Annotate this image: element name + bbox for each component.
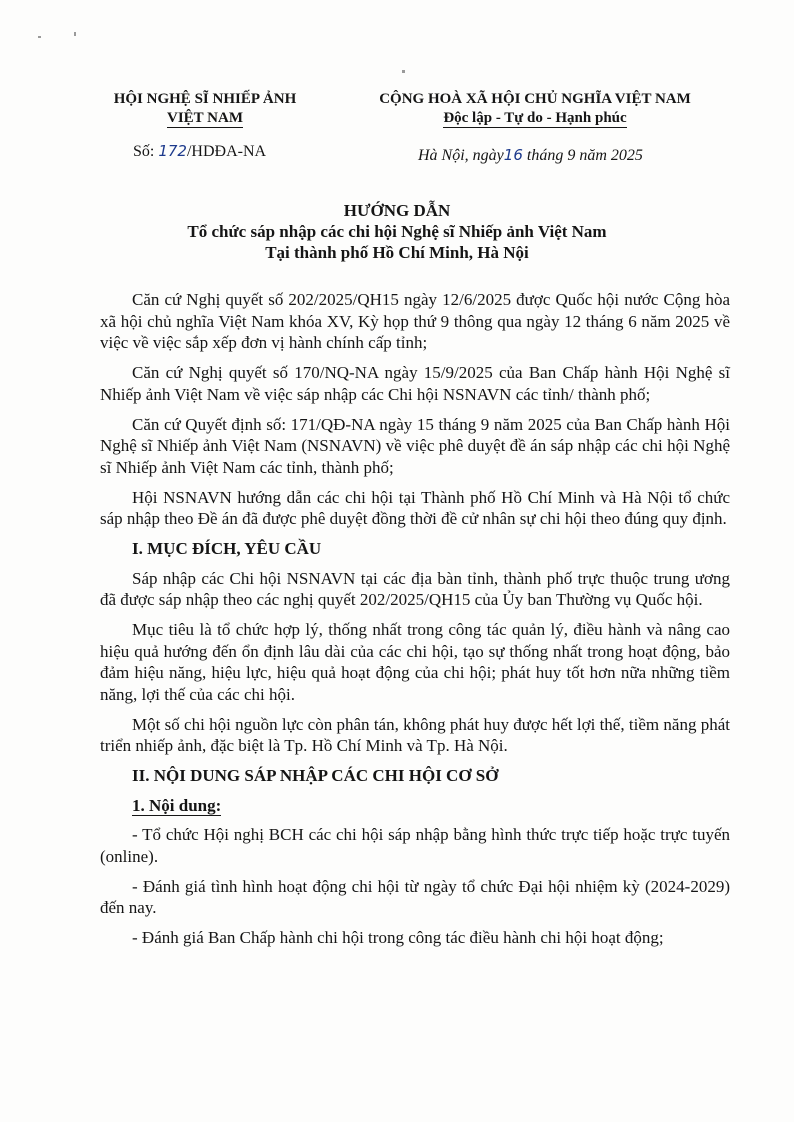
paragraph: Căn cứ Nghị quyết số 202/2025/QH15 ngày 12/6/2025 được Quốc hội nước Cộng hòa xã hội chủ nghĩa Việt Nam khóa XV, Kỳ họp thứ 9 thông qua ngày 12 tháng 6 năm 2025 về việc về việc sắp xếp đơn vị hành chính cấp tỉnh; xyxy=(100,290,730,352)
scan-speck xyxy=(74,32,76,36)
title-type: HƯỚNG DẪN xyxy=(343,201,451,220)
bullet-item: - Tổ chức Hội nghị BCH các chi hội sáp nhập bằng hình thức trực tiếp hoặc trực tuyến (online). xyxy=(100,825,730,866)
national-header xyxy=(350,90,720,128)
organization-name: HỘI NGHỆ SĨ NHIẾP ẢNH xyxy=(113,91,297,107)
organization-country: VIỆT NAM xyxy=(167,110,243,126)
section-heading: I. MỤC ĐÍCH, YÊU CẦU xyxy=(132,539,322,558)
paragraph: Sáp nhập các Chi hội NSNAVN tại các địa bàn tỉnh, thành phố trực thuộc trung ương đã được sáp nhập theo các nghị quyết 202/2025/QH15 của Ủy ban Thường vụ Quốc hội. xyxy=(100,568,730,609)
paragraph: Hội NSNAVN hướng dẫn các chi hội tại Thành phố Hồ Chí Minh và Hà Nội tổ chức sáp nhập theo Đề án đã được phê duyệt đồng thời đề cử nhân sự chi hội theo đúng quy định. xyxy=(100,487,730,528)
organization-header xyxy=(100,90,310,128)
document-body xyxy=(100,289,730,957)
subsection-heading: 1. Nội dung: xyxy=(132,795,222,815)
country-name: CỘNG HOÀ XÃ HỘI CHỦ NGHĨA VIỆT NAM xyxy=(379,91,691,107)
scan-speck xyxy=(402,70,405,73)
paragraph: Mục tiêu là tổ chức hợp lý, thống nhất trong công tác quản lý, điều hành và nâng cao hiệu quả hướng đến ổn định lâu dài của các chi hội, tạo sự thống nhất trong hoạt động, bảo đảm hiệu năng, hiệu lực, hiệu quả hoạt động của chi hội; phát huy tốt hơn nữa những tiềm năng, lợi thế của các chi hội. xyxy=(100,620,730,704)
issue-date: Hà Nội, ngày16 tháng 9 năm 2025 xyxy=(418,146,643,164)
paragraph: Căn cứ Nghị quyết số 170/NQ-NA ngày 15/9/2025 của Ban Chấp hành Hội Nghệ sĩ Nhiếp ảnh Việt Nam về việc sáp nhập các Chi hội NSNAVN các tỉnh/ thành phố; xyxy=(100,363,730,404)
title-location: Tại thành phố Hồ Chí Minh, Hà Nội xyxy=(265,243,529,262)
paragraph: Một số chi hội nguồn lực còn phân tán, không phát huy được hết lợi thế, tiềm năng phát triển nhiếp ảnh, đặc biệt là Tp. Hồ Chí Minh và Tp. Hà Nội. xyxy=(100,714,730,755)
national-motto: Độc lập - Tự do - Hạnh phúc xyxy=(443,110,627,126)
scan-speck xyxy=(38,36,41,38)
document-title xyxy=(0,200,794,263)
handwritten-day: 16 xyxy=(503,146,523,164)
bullet-item: - Đánh giá Ban Chấp hành chi hội trong công tác điều hành chi hội hoạt động; xyxy=(132,928,664,947)
title-subject: Tổ chức sáp nhập các chi hội Nghệ sĩ Nhiếp ảnh Việt Nam xyxy=(187,222,607,241)
paragraph: Căn cứ Quyết định số: 171/QĐ-NA ngày 15 tháng 9 năm 2025 của Ban Chấp hành Hội Nghệ sĩ Nhiếp ảnh Việt Nam (NSNAVN) về việc phê duyệt đề án sáp nhập các chi hội Nghệ sĩ Nhiếp ảnh Việt Nam các tỉnh, thành phố; xyxy=(100,414,730,477)
bullet-item: - Đánh giá tình hình hoạt động chi hội từ ngày tổ chức Đại hội nhiệm kỳ (2024-2029) đến nay. xyxy=(100,876,730,917)
document-number: Số: 172/HDĐA-NA xyxy=(133,142,267,160)
handwritten-number: 172 xyxy=(158,142,187,160)
section-heading: II. NỘI DUNG SÁP NHẬP CÁC CHI HỘI CƠ SỞ xyxy=(132,766,499,785)
